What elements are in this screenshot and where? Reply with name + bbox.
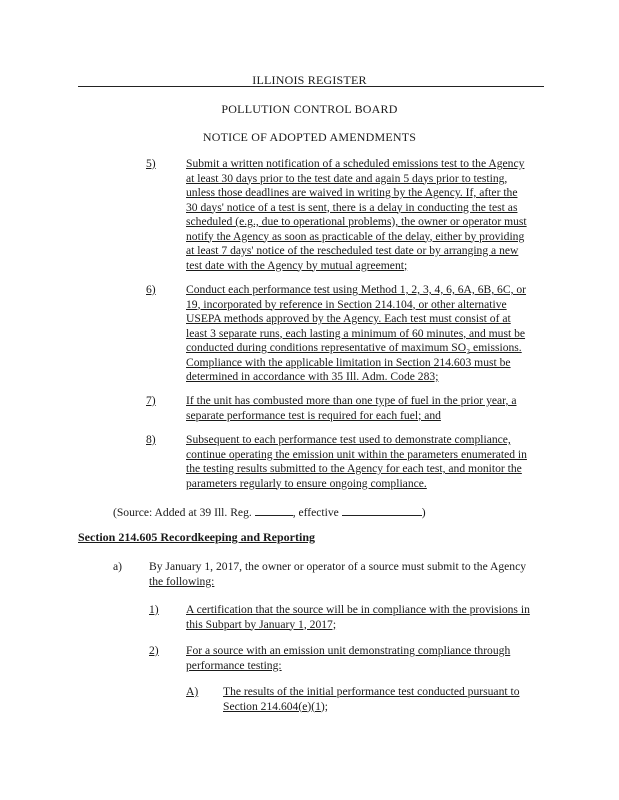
header-rule	[78, 86, 544, 87]
item-text	[186, 603, 530, 632]
text-line: at least 30 days prior to the test date and again 5 days prior to testing,	[186, 171, 508, 185]
source-middle: , effective	[292, 506, 342, 519]
text-line: performance testing:	[186, 658, 282, 672]
subsection-number: a)	[113, 560, 123, 573]
section-heading: Section 214.605 Recordkeeping and Reporting	[78, 530, 315, 544]
text-line: notify the Agency as soon as practicable of the delay, either by providing	[186, 229, 525, 243]
text-line: 30 days' notice of a test is sent, there is a delay in conducting the test as	[186, 200, 518, 214]
item-text	[186, 283, 526, 385]
text-line: Conduct each performance test using Method 1, 2, 3, 4, 6, 6A, 6B, 6C, or	[186, 283, 527, 296]
text-line: continue operating the emission unit within the parameters enumerated in	[186, 447, 527, 461]
text-line: this Subpart by January 1, 2017;	[186, 617, 337, 631]
source-prefix: (Source: Added at 39 Ill. Reg.	[113, 506, 255, 519]
text-line: Subsequent to each performance test used to demonstrate compliance,	[186, 433, 511, 446]
text-line: test date with the Agency by mutual agreement;	[186, 258, 408, 272]
item-number: 6)	[146, 283, 156, 296]
effective-date-blank	[342, 505, 422, 516]
text-line: Compliance with the applicable limitation in Section 214.603 must be	[186, 355, 511, 369]
text-line: USEPA methods approved by the Agency. Each test must consist of at	[186, 312, 511, 325]
text-line: the following:	[149, 574, 215, 588]
item-number: 5)	[146, 157, 156, 170]
text-line: the testing results submitted to the Agency for each test, and monitor the	[186, 462, 522, 475]
text-line: at least 7 days' notice of the rescheduled test date or by arranging a new	[186, 244, 519, 257]
text-line: scheduled (e.g., due to operational problems), the owner or operator must	[186, 215, 527, 228]
board-title: POLLUTION CONTROL BOARD	[221, 102, 398, 116]
item-text	[186, 433, 527, 491]
text-line: Submit a written notification of a scheduled emissions test to the Agency	[186, 157, 525, 170]
text-line: 19, incorporated by reference in Section 214.104, or other alternative	[186, 297, 507, 311]
item-number: 2)	[149, 644, 159, 657]
item-number: 7)	[146, 394, 156, 407]
source-suffix: )	[421, 506, 426, 519]
subsection-text	[149, 560, 526, 589]
item-text	[186, 394, 517, 423]
register-title: ILLINOIS REGISTER	[252, 73, 367, 87]
text-line: Section 214.604(e)(1);	[223, 699, 328, 713]
text-line: For a source with an emission unit demonstrating compliance through	[186, 644, 511, 657]
item-text	[186, 644, 510, 673]
text-line: The results of the initial performance test conducted pursuant to	[223, 685, 520, 698]
item-text	[186, 157, 527, 273]
volume-blank	[255, 505, 293, 516]
item-text	[223, 685, 520, 714]
text-line: least 3 separate runs, each lasting a minimum of 60 minutes, and must be	[186, 326, 526, 340]
text-line: parameters regularly to ensure ongoing compliance.	[186, 476, 427, 490]
text-line: conducted during conditions representative of maximum SO₂ emissions.	[186, 341, 522, 354]
text-line: determined in accordance with 35 Ill. Adm. Code 283;	[186, 370, 439, 383]
text-line: unless those deadlines are waived in writing by the Agency. If, after the	[186, 186, 518, 199]
text-line: By January 1, 2017, the owner or operator of a source must submit to the Agency	[149, 560, 527, 573]
item-number: A)	[186, 685, 199, 698]
text-line: separate performance test is required for each fuel; and	[186, 408, 441, 422]
text-line: A certification that the source will be in compliance with the provisions in	[186, 603, 530, 616]
notice-title: NOTICE OF ADOPTED AMENDMENTS	[202, 130, 417, 144]
item-number: 8)	[146, 433, 156, 446]
source-note	[113, 505, 426, 519]
text-line: If the unit has combusted more than one type of fuel in the prior year, a	[186, 394, 517, 407]
item-number: 1)	[149, 603, 159, 616]
